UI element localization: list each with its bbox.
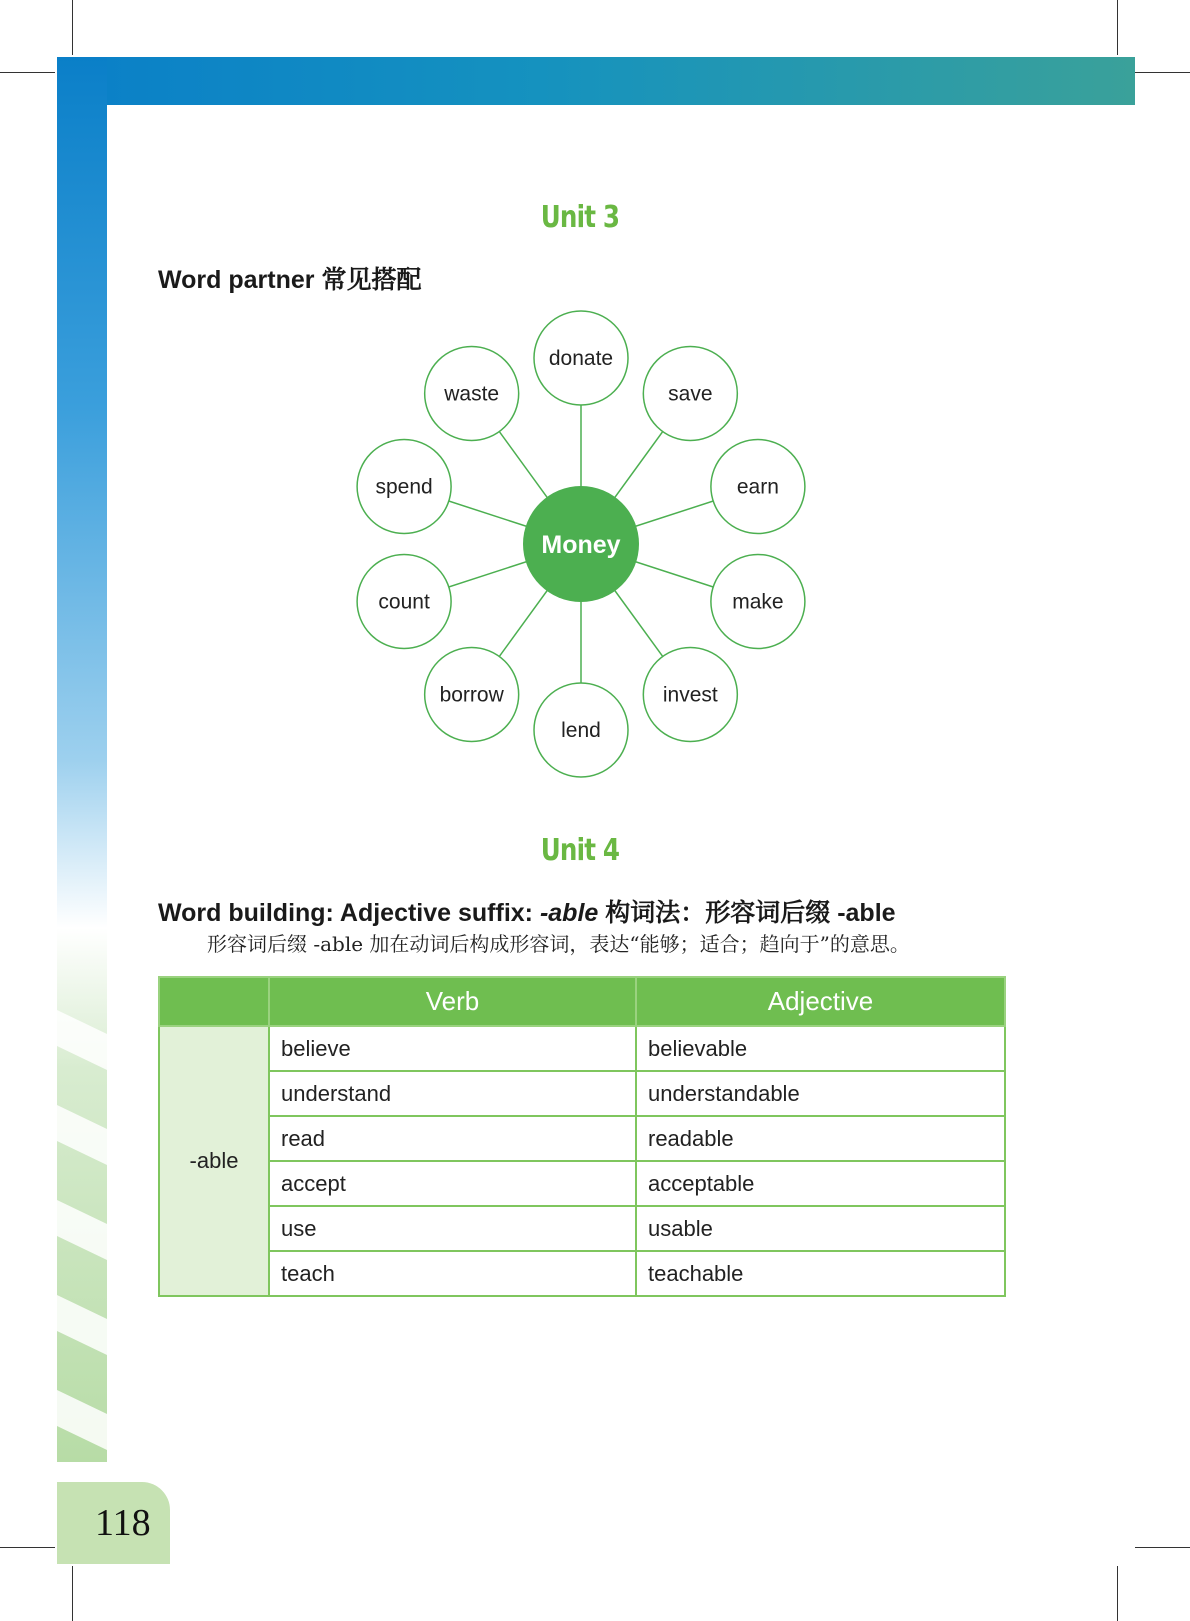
crop-mark [72, 1566, 73, 1621]
word-label: donate [548, 347, 614, 370]
word-label: count [378, 590, 430, 614]
suffix-table [158, 976, 1006, 1297]
verb-cell: understand [269, 1071, 636, 1116]
table-row [159, 1116, 1005, 1161]
crop-mark [1117, 1566, 1118, 1621]
table-header-row [159, 977, 1005, 1026]
verb-cell: teach [269, 1251, 636, 1296]
heading-part2: 构词法：形容词后缀 -able [598, 899, 896, 927]
verb-cell: believe [269, 1026, 636, 1071]
table-row [159, 1206, 1005, 1251]
suffix-explanation: 形容词后缀 -able 加在动词后构成形容词，表达“能够；适合；趋向于”的意思。 [207, 932, 910, 956]
header-verb: Verb [269, 977, 636, 1026]
adjective-cell: readable [636, 1116, 1005, 1161]
word-label: lend [561, 719, 601, 742]
verb-cell: use [269, 1206, 636, 1251]
word-label: borrow [439, 683, 504, 707]
adjective-cell: acceptable [636, 1161, 1005, 1206]
crop-mark [0, 1547, 55, 1548]
heading-italic: -able [539, 899, 599, 927]
crop-mark [1135, 1547, 1190, 1548]
word-building-heading [158, 893, 896, 929]
top-banner [57, 57, 1135, 105]
verb-cell: read [269, 1116, 636, 1161]
adjective-cell: understandable [636, 1071, 1005, 1116]
crop-mark [1135, 72, 1190, 73]
word-partner-heading: Word partner 常见搭配 [158, 266, 422, 294]
center-label: Money [541, 531, 621, 559]
table-row [159, 1161, 1005, 1206]
crop-mark [72, 0, 73, 55]
adjective-cell: teachable [636, 1251, 1005, 1296]
suffix-cell: -able [159, 1026, 269, 1296]
word-label: save [668, 382, 713, 406]
unit4-title: Unit 4 [540, 833, 620, 868]
page-number: 118 [95, 1502, 151, 1544]
word-label: invest [662, 683, 718, 707]
adjective-cell: believable [636, 1026, 1005, 1071]
money-word-web [340, 310, 820, 780]
table-row [159, 1251, 1005, 1296]
table-row [159, 1071, 1005, 1116]
header-adjective: Adjective [636, 977, 1005, 1026]
header-blank [159, 977, 269, 1026]
unit3-title: Unit 3 [540, 200, 620, 235]
word-label: earn [736, 475, 779, 499]
heading-part1: Word building: Adjective suffix: [158, 899, 540, 927]
word-label: make [732, 590, 784, 614]
crop-mark [0, 72, 55, 73]
word-label: spend [375, 475, 433, 499]
adjective-cell: usable [636, 1206, 1005, 1251]
table-row [159, 1026, 1005, 1071]
word-label: waste [444, 382, 500, 406]
crop-mark [1117, 0, 1118, 55]
verb-cell: accept [269, 1161, 636, 1206]
